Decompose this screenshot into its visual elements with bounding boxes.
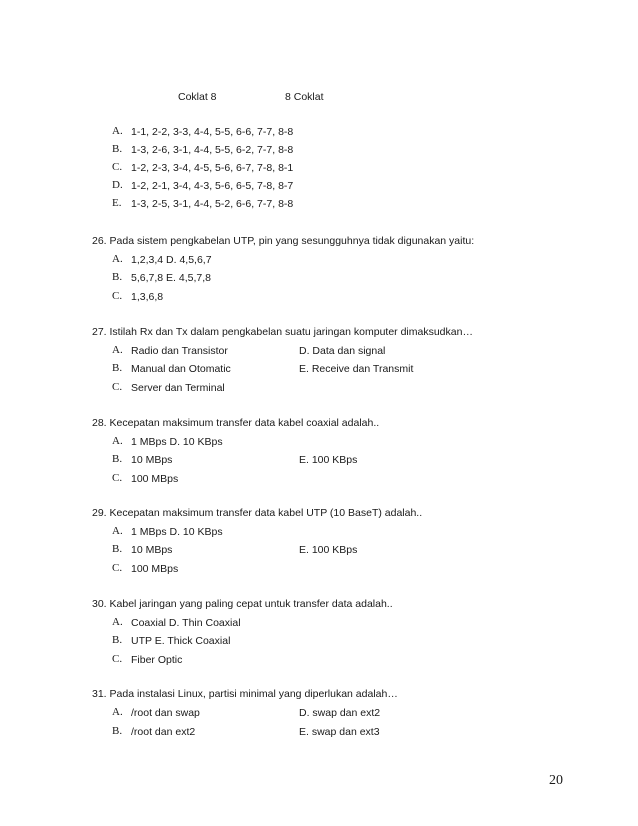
option-letter: B.	[112, 362, 123, 374]
option-text: 1-2, 2-1, 3-4, 4-3, 5-6, 6-5, 7-8, 8-7	[131, 180, 294, 192]
option-letter: A.	[112, 125, 123, 137]
question-text: 31. Pada instalasi Linux, partisi minimal yang diperlukan adalah…	[92, 688, 398, 700]
question-text: 30. Kabel jaringan yang paling cepat untuk transfer data adalah..	[92, 598, 393, 610]
option-text: 5,6,7,8 E. 4,5,7,8	[131, 272, 211, 284]
page-number: 20	[549, 773, 563, 788]
option-letter: B.	[112, 725, 123, 737]
option-text: 100 MBps	[131, 473, 179, 485]
option-letter: A.	[112, 344, 123, 356]
option-text: D. Data dan signal	[299, 345, 386, 357]
option-letter: A.	[112, 525, 123, 537]
option-text: UTP E. Thick Coaxial	[131, 635, 231, 647]
header-right: 8 Coklat	[285, 91, 324, 103]
option-text: E. 100 KBps	[299, 454, 358, 466]
option-text: 1-3, 2-5, 3-1, 4-4, 5-2, 6-6, 7-7, 8-8	[131, 198, 294, 210]
option-text: 1-3, 2-6, 3-1, 4-4, 5-5, 6-2, 7-7, 8-8	[131, 144, 294, 156]
option-text: 1 MBps D. 10 KBps	[131, 526, 223, 538]
question-text: 28. Kecepatan maksimum transfer data kabel coaxial adalah..	[92, 417, 380, 429]
option-letter: C.	[112, 290, 123, 302]
option-letter: C.	[112, 562, 123, 574]
option-text: 1,2,3,4 D. 4,5,6,7	[131, 254, 212, 266]
option-letter: A.	[112, 616, 123, 628]
option-letter: B.	[112, 453, 123, 465]
option-letter: C.	[112, 381, 123, 393]
option-text: 100 MBps	[131, 563, 179, 575]
option-letter: B.	[112, 634, 123, 646]
option-text: Manual dan Otomatic	[131, 363, 231, 375]
question-text: 26. Pada sistem pengkabelan UTP, pin yang sesungguhnya tidak digunakan yaitu:	[92, 235, 475, 247]
option-text: 1-1, 2-2, 3-3, 4-4, 5-5, 6-6, 7-7, 8-8	[131, 126, 294, 138]
question-text: 27. Istilah Rx dan Tx dalam pengkabelan suatu jaringan komputer dimaksudkan…	[92, 326, 473, 338]
option-letter: A.	[112, 253, 123, 265]
option-letter: C.	[112, 161, 123, 173]
option-text: 1-2, 2-3, 3-4, 4-5, 5-6, 6-7, 7-8, 8-1	[131, 162, 294, 174]
option-letter: D.	[112, 179, 123, 191]
option-letter: A.	[112, 435, 123, 447]
option-letter: C.	[112, 472, 123, 484]
option-text: 10 MBps	[131, 454, 173, 466]
option-text: Server dan Terminal	[131, 382, 225, 394]
option-text: D. swap dan ext2	[299, 707, 381, 719]
option-letter: B.	[112, 143, 123, 155]
option-text: E. Receive dan Transmit	[299, 363, 414, 375]
option-text: Radio dan Transistor	[131, 345, 228, 357]
option-text: /root dan swap	[131, 707, 200, 719]
option-text: Fiber Optic	[131, 654, 183, 666]
option-text: E. 100 KBps	[299, 544, 358, 556]
option-letter: A.	[112, 706, 123, 718]
option-text: Coaxial D. Thin Coaxial	[131, 617, 241, 629]
option-letter: C.	[112, 653, 123, 665]
option-letter: B.	[112, 271, 123, 283]
question-text: 29. Kecepatan maksimum transfer data kabel UTP (10 BaseT) adalah..	[92, 507, 423, 519]
option-text: 1,3,6,8	[131, 291, 164, 303]
option-letter: B.	[112, 543, 123, 555]
option-text: 10 MBps	[131, 544, 173, 556]
header-left: Coklat 8	[178, 91, 217, 103]
option-text: 1 MBps D. 10 KBps	[131, 436, 223, 448]
option-text: /root dan ext2	[131, 726, 196, 738]
option-text: E. swap dan ext3	[299, 726, 380, 738]
option-letter: E.	[112, 197, 122, 209]
